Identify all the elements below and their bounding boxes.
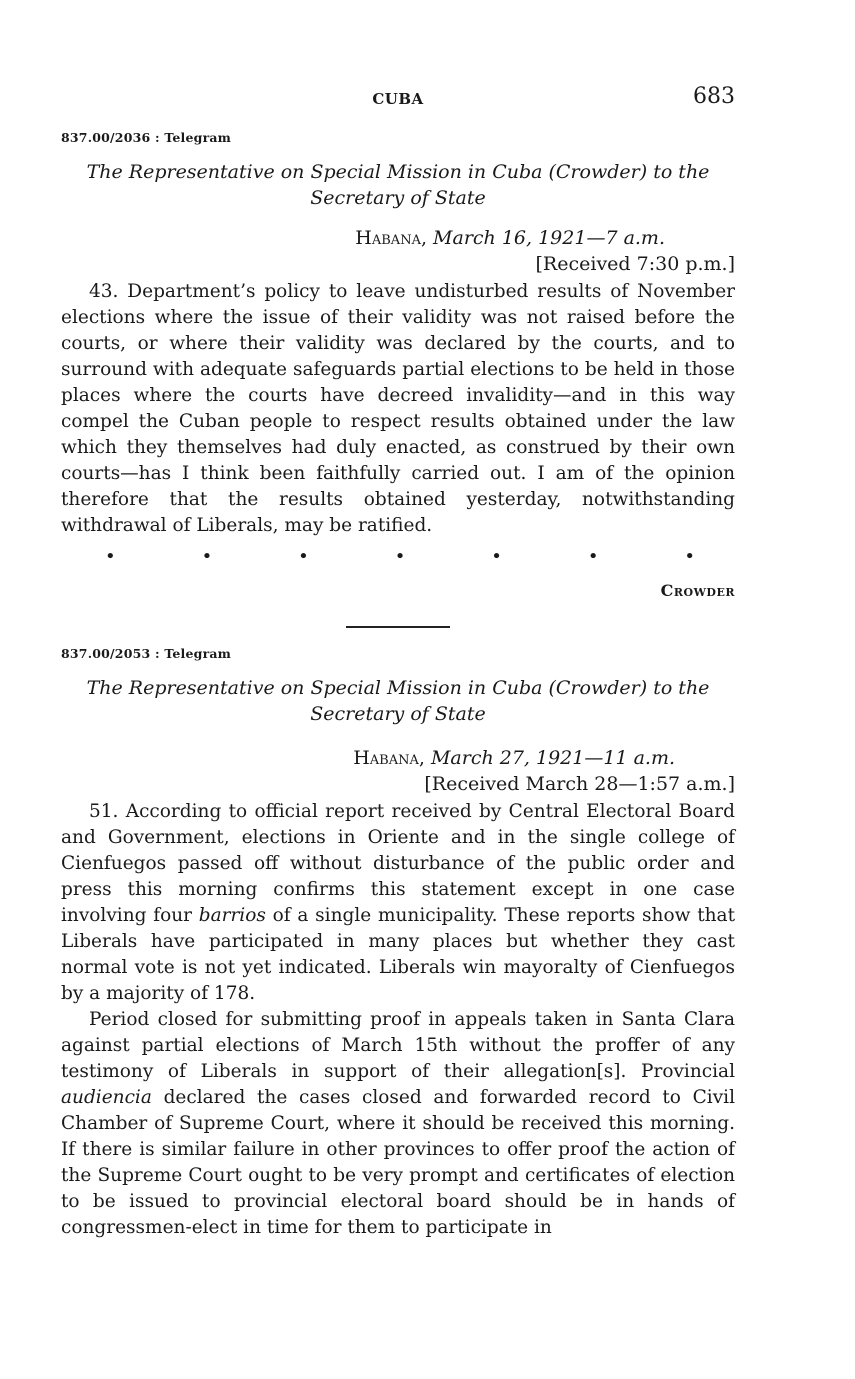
dateline-row [61, 225, 665, 251]
dateline-date: March 27, 1921—11 a.m. [430, 747, 675, 769]
omission-dot: • [491, 546, 502, 567]
omission-dot: • [394, 546, 406, 567]
dateline [61, 745, 735, 771]
running-title: CUBA [372, 90, 424, 108]
document-heading [61, 159, 735, 211]
received-line [61, 251, 735, 277]
document-page [61, 84, 735, 1241]
dateline-place: Habana, [355, 227, 427, 249]
dateline-place: Habana, [353, 747, 425, 769]
telegram-body [61, 799, 735, 1241]
signature: Crowder [660, 581, 735, 600]
heading-line: Secretary of State [310, 187, 486, 209]
paragraph [61, 799, 735, 1007]
page-number: 683 [693, 84, 735, 109]
dateline [61, 225, 735, 251]
received-line [61, 771, 735, 797]
heading-line: Secretary of State [310, 703, 486, 725]
italic-term: audiencia [61, 1087, 152, 1108]
paragraph [61, 1007, 735, 1241]
running-head [61, 84, 735, 114]
paragraph-text: declared the cases closed and forwarded record to Civil Chamber of Supreme Court, where it should be received this morning. If there is similar failure in other provinces to offer proof the action of the Supreme Court ought to be very prompt and certificates of election to be issued to provincial electoral board should be in hands of congressmen-elect in time for them to participate in [61, 1087, 735, 1238]
file-reference: 837.00/2053 : Telegram [61, 646, 232, 661]
document-heading [61, 675, 735, 727]
heading-line: The Representative on Special Mission in Cuba (Crowder) to the [86, 677, 710, 699]
received-text: [Received 7:30 p.m.] [535, 253, 735, 275]
omission-dots [61, 547, 735, 567]
received-text: [Received March 28—1:57 a.m.] [424, 773, 735, 795]
section-divider [346, 626, 450, 628]
file-reference: 837.00/2036 : Telegram [61, 130, 232, 145]
paragraph-text: 51. According to official report received by Central Electoral Board and Government, elections in Oriente and in the single college of Cienfuegos passed off without disturbance of the public order and press this morning confirms this statement except in one case involving four [61, 801, 735, 926]
omission-dot: • [201, 546, 213, 567]
paragraph-text: Period closed for submitting proof in appeals taken in Santa Clara against partial elections of March 15th without the proffer of any testimony of Liberals in support of their allegation[s]. Provincial [61, 1009, 735, 1082]
omission-dot: • [298, 546, 309, 567]
dateline-row [61, 745, 675, 771]
heading-line: The Representative on Special Mission in Cuba (Crowder) to the [86, 161, 710, 183]
italic-term: barrios [198, 905, 266, 926]
omission-dot: • [105, 546, 116, 567]
telegram-body [61, 279, 735, 539]
omission-dot: • [587, 546, 599, 567]
paragraph-text: of a single municipality. These reports show that Liberals have participated in many places but whether they cast normal vote is not yet indicated. Liberals win mayoralty of Cienfuegos by a majority of 178. [61, 905, 736, 1004]
dateline-date: March 16, 1921—7 a.m. [433, 227, 665, 249]
omission-dot: • [684, 546, 695, 567]
paragraph: 43. Department’s policy to leave undisturbed results of November elections where the issue of their validity was not raised before the courts, or where their validity was declared by the courts, and to surround with adequate safeguards partial elections to be held in those places where the courts have decreed invalidity—and in this way compel the Cuban people to respect results obtained under the law which they themselves had duly enacted, as construed by their own courts—has I think been faithfully carried out. I am of the opinion therefore that the results obtained yesterday, notwithstanding withdrawal of Liberals, may be ratified. [61, 281, 735, 536]
